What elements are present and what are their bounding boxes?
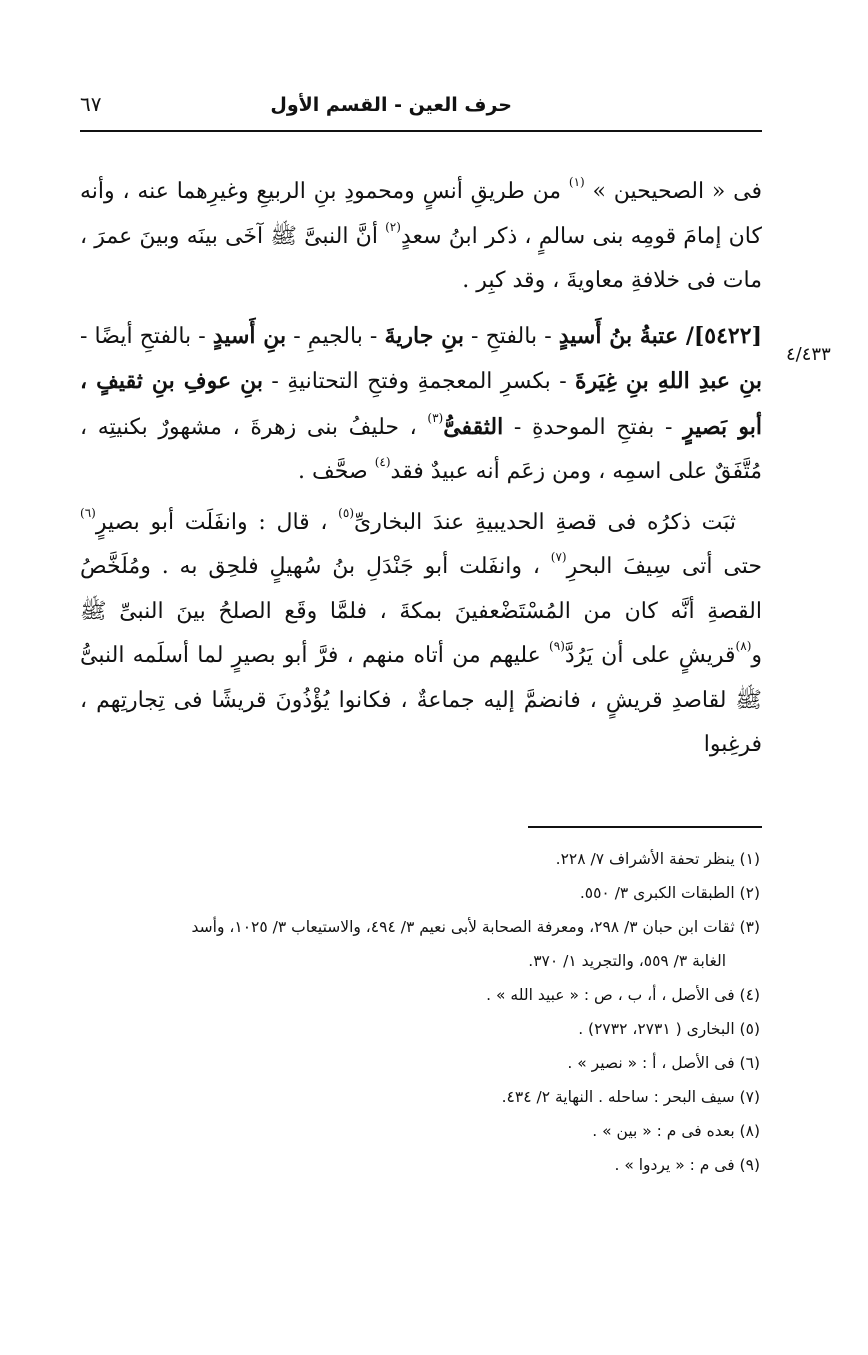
main-text <box>80 170 762 768</box>
header-title: حرف العين - القسم الأول <box>270 94 512 116</box>
p1-text-b: من طريقِ أنسٍ ومحمودِ بنِ الربيعِ وغيرِهما عنه ، وأنه كان إمامَ قومِه بنى سالمٍ ، ذكر ابنُ سعدٍ <box>80 179 762 249</box>
footnote-2: (٢) الطبقات الكبرى ٣/ ٥٥٠. <box>579 884 760 902</box>
footnote-ref-5: (٥) <box>338 505 354 520</box>
p3-text-f: عليهم من أتاه منهم ، فرَّ أبو بصيرٍ لما أسلَمه النبىُّ ﷺ لقاصدِ قريشٍ ، فانضمَّ إليه جماعةٌ ، فكانوا يُؤْذُونَ قريشًا فى تِجارتِهم ، فرغِبوا <box>80 643 762 757</box>
running-header <box>80 88 760 124</box>
p1-text-c: أنَّ النبىَّ ﷺ آخَى بينَه وبينَ عمرَ ، مات فى خلافةِ معاويةَ ، وقد كبِر . <box>80 223 762 293</box>
entry-text-7: صحَّف . <box>298 459 375 484</box>
footnote-ref-4: (٤) <box>374 455 391 469</box>
footnotes <box>78 842 760 1182</box>
entry-text-2: - بالجيمِ - <box>286 323 385 349</box>
entry-name-5: بنِ عوفِ بنِ ثقيفٍ ، أبو بَصيرٍ <box>80 368 762 440</box>
entry-name-1: عتبةُ بنُ أَسيدٍ <box>558 322 679 349</box>
paragraph-3 <box>80 501 762 768</box>
p3-text-e: قريشٍ على أن يَرُدَّ <box>564 643 736 668</box>
p3-text-b: ، قال : وانفَلَت أبو بصيرٍ <box>95 509 339 535</box>
entry-name-6: الثقفىُّ <box>443 413 504 440</box>
footnote-ref-2: (٢) <box>385 219 401 234</box>
p1-text-a: فى « الصحيحين » <box>584 179 762 204</box>
footnote-ref-7: (٧) <box>550 550 567 564</box>
p3-text-c: حتى أتى سِيفَ البحرِ <box>566 554 762 579</box>
header-rule <box>80 130 762 132</box>
footnote-3-continued: الغابة ٣/ ٥٥٩، والتجريد ١/ ٣٧٠. <box>528 952 726 970</box>
entry-name-3: بنِ أَسيدٍ <box>212 322 287 349</box>
entry-number: [٥٤٢٢]/ <box>678 322 762 349</box>
paragraph-entry-5422 <box>80 314 762 495</box>
footnote-1: (١) ينظر تحفة الأشراف ٧/ ٢٢٨. <box>555 850 760 868</box>
footnote-separator <box>528 826 762 828</box>
p3-text-a: ثبَت ذكرُه فى قصةِ الحديبيةِ عندَ البخارىِّ <box>354 509 736 535</box>
page-number: ٦٧ <box>80 92 102 116</box>
footnote-ref-6: (٦) <box>80 505 96 520</box>
entry-text-1: - بالفتحِ - <box>463 323 559 349</box>
entry-text-4: - بكسرِ المعجمةِ وفتحِ التحتانيةِ - <box>263 369 576 394</box>
entry-name-4: بنِ عبدِ اللهِ بنِ غِيَرةَ <box>575 368 762 394</box>
footnote-9: (٩) فى م : « يردوا » . <box>614 1156 760 1174</box>
footnote-ref-3: (٣) <box>427 410 444 425</box>
footnote-4: (٤) فى الأصل ، أ، ب ، ص : « عبيد الله » . <box>486 986 760 1004</box>
entry-text-6: ، حليفُ بنى زهرةَ ، مشهورٌ بكنيتِه ، مُتَّفَقٌ على اسمِه ، ومن زعَم أنه عبيدٌ فقد <box>80 414 762 484</box>
p3-text-d: ، وانفَلت أبو جَنْدَلِ بنُ سُهيلٍ فلحِق به . ومُلَخَّصُ القصةِ أنَّه كان من المُسْتَضْعفينَ بمكةَ ، فلمَّا وقَع الصلحُ بينَ النبىِّ ﷺ و <box>80 554 762 668</box>
footnote-5: (٥) البخارى ( ٢٧٣١، ٢٧٣٢) . <box>578 1020 760 1038</box>
footnote-8: (٨) بعده فى م : « بين » . <box>592 1122 760 1140</box>
footnote-7: (٧) سيف البحر : ساحله . النهاية ٢/ ٤٣٤. <box>501 1088 760 1106</box>
entry-text-3: - بالفتحِ أيضًا - <box>80 323 213 349</box>
footnote-ref-9: (٩) <box>549 639 565 653</box>
footnote-3: (٣) ثقات ابن حبان ٣/ ٢٩٨، ومعرفة الصحابة لأبى نعيم ٣/ ٤٩٤، والاستيعاب ٣/ ١٠٢٥، وأسد <box>191 918 760 936</box>
footnote-6: (٦) فى الأصل ، أ : « نصير » . <box>567 1054 760 1072</box>
entry-name-2: بنِ جاريةَ <box>384 322 464 349</box>
paragraph-1 <box>80 170 762 304</box>
footnote-ref-8: (٨) <box>735 639 752 653</box>
footnote-ref-1: (١) <box>568 175 585 189</box>
entry-text-5: - بفتحِ الموحدةِ - <box>503 414 684 440</box>
margin-reference: ٤/٤٣٣ <box>786 344 831 365</box>
